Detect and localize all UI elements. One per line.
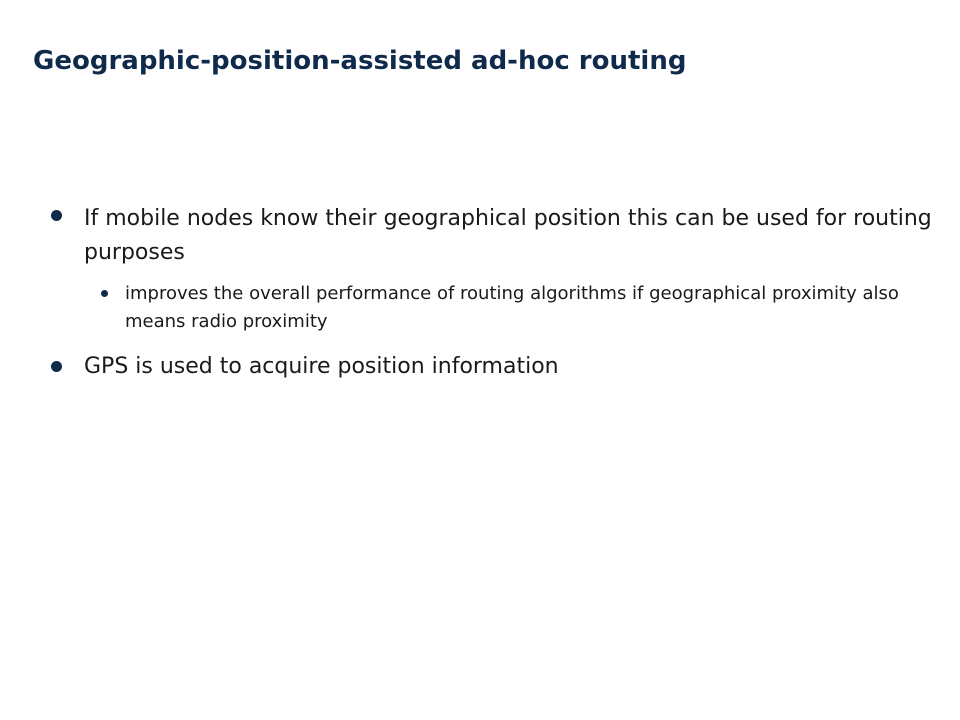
bullet-dot-icon [51,361,62,372]
slide-title: Geographic-position-assisted ad-hoc routing [33,46,687,76]
sub-bullet-item: improves the overall performance of routing algorithms if geographical proximity also means radio proximity [125,283,899,332]
bullet-dot-icon [51,210,62,221]
bullet-item: If mobile nodes know their geographical position this can be used for routing purposes [84,206,932,265]
bullet-item: GPS is used to acquire position information [84,354,559,379]
sub-bullet-dot-icon [101,290,108,297]
